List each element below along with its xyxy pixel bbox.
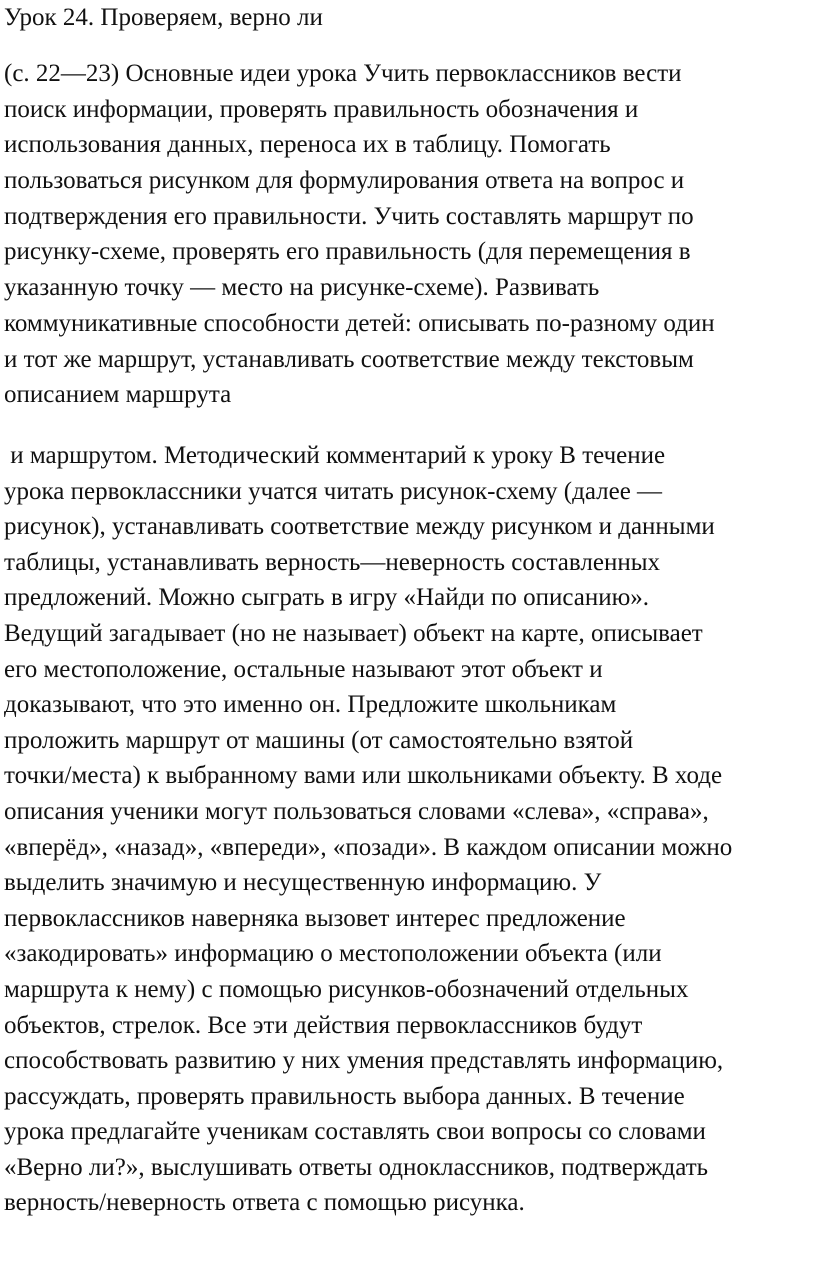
text-line: «Верно ли?», выслушивать ответы одноклассников, подтверждать [4, 1153, 709, 1181]
text-line: доказывают, что это именно он. Предложите школьникам [4, 691, 617, 719]
text-line: указанную точку — место на рисунке-схеме). Развивать [4, 274, 600, 302]
text-line: объектов, стрелок. Все эти действия первоклассников будут [4, 1011, 643, 1039]
text-line: урока первоклассники учатся читать рисунок-схему (далее — [4, 477, 663, 505]
text-line: «вперёд», «назад», «впереди», «позади». В каждом описании можно [4, 833, 733, 861]
text-line: (с. 22—23) Основные идеи урока Учить первоклассников вести [4, 60, 682, 87]
text-line: пользоваться рисунком для формулирования ответа на вопрос и [4, 167, 685, 195]
text-line: Ведущий загадывает (но не называет) объект на карте, описывает [4, 619, 703, 647]
text-line: подтверждения его правильности. Учить составлять маршрут по [4, 202, 694, 230]
text-line: верность/неверность ответа с помощью рисунка. [4, 1189, 525, 1217]
lesson-title: Урок 24. Проверяем, верно ли [4, 4, 323, 31]
text-line: маршрута к нему) с помощью рисунков-обозначений отдельных [4, 975, 689, 1003]
text-line: рассуждать, проверять правильность выбора данных. В течение [4, 1082, 685, 1110]
text-line: рисунку-схеме, проверять его правильность (для перемещения в [4, 238, 691, 266]
text-line: выделить значимую и несущественную информацию. У [4, 869, 602, 897]
text-line: способствовать развитию у них умения представлять информацию, [4, 1047, 724, 1075]
text-line: использования данных, переноса их в таблицу. Помогать [4, 131, 611, 159]
text-line: предложений. Можно сыграть в игру «Найди по описанию». [4, 584, 650, 612]
paragraph-lesson-goals [4, 56, 804, 413]
text-line: проложить маршрут от машины (от самостоятельно взятой [4, 726, 634, 754]
paragraph-methodical-comment [4, 438, 804, 1221]
text-line: и маршрутом. Методический комментарий к уроку В течение [4, 442, 666, 469]
text-line: точки/места) к выбранному вами или школьниками объекту. В ходе [4, 762, 723, 790]
text-line: его местоположение, остальные называют этот объект и [4, 655, 603, 683]
text-line: коммуникативные способности детей: описывать по-разному один [4, 309, 715, 337]
text-line: первоклассников наверняка вызовет интерес предложение [4, 904, 626, 932]
text-line: рисунок), устанавливать соответствие между рисунком и данными [4, 513, 715, 541]
text-line: урока предлагайте ученикам составлять свои вопросы со словами [4, 1118, 706, 1146]
text-line: описанием маршрута [4, 381, 232, 409]
text-line: «закодировать» информацию о местоположении объекта (или [4, 940, 662, 968]
text-line: и тот же маршрут, устанавливать соответствие между текстовым [4, 345, 694, 373]
text-line: таблицы, устанавливать верность—неверность составленных [4, 548, 661, 576]
text-line: описания ученики могут пользоваться словами «слева», «справа», [4, 797, 709, 825]
text-line: поиск информации, проверять правильность обозначения и [4, 95, 639, 123]
